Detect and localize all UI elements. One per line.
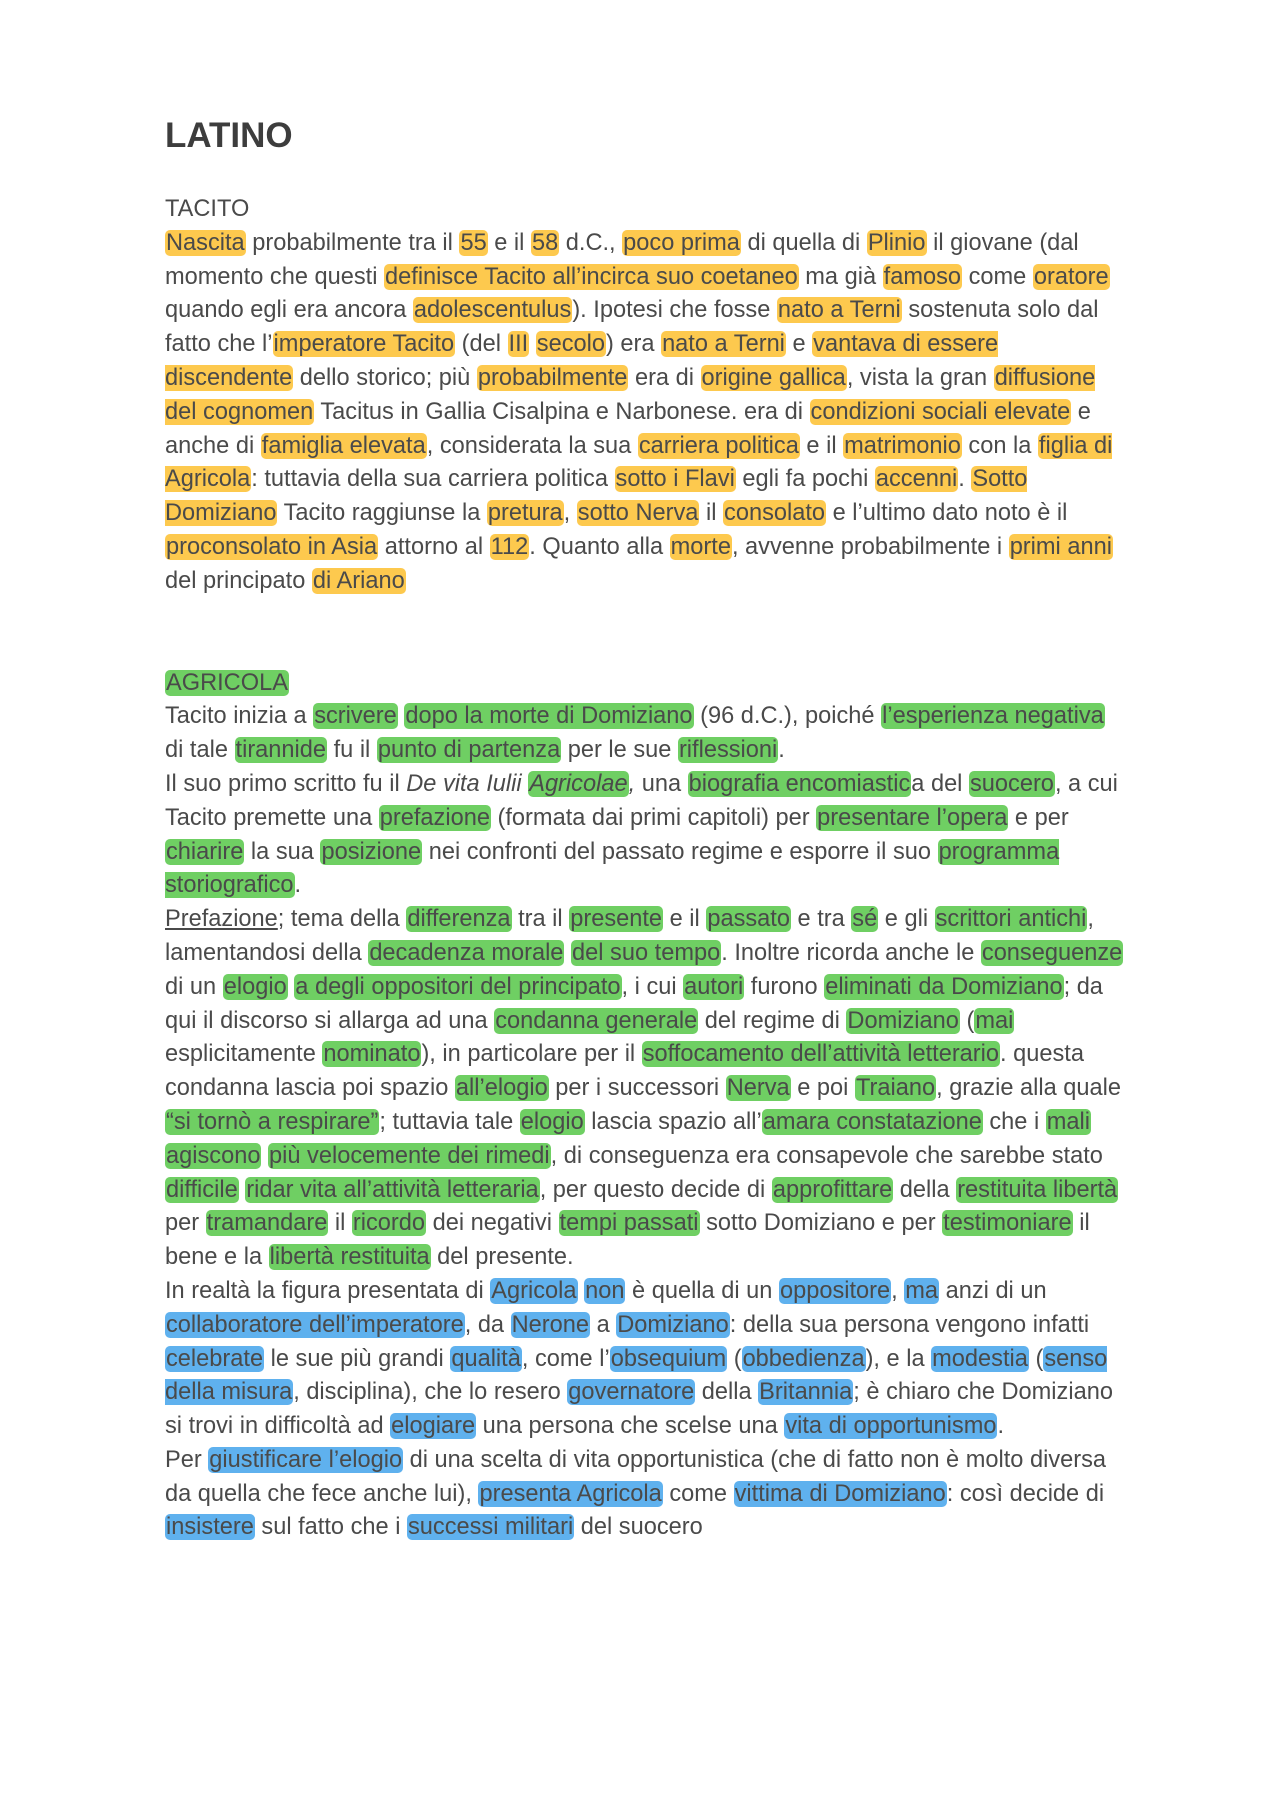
highlighted-text: giustificare l’elogio bbox=[209, 1446, 403, 1473]
agricola-paragraph: Tacito inizia a scrivere dopo la morte di Domiziano (96 d.C.), poiché l’esperienza negativa di tale tirannide fu il punto di partenza per le sue riflessioni. Il suo primo scritto fu il De vita Iulii Agricolae, una biografia encomiastica del suocero, a cui Tacito premette una prefazione (formata dai primi capitoli) per presentare l’opera e per chiarire la sua posizione nei confronti del passato regime e esporre il suo programma storiografico. Prefazione; tema della differenza tra il presente e il passato e tra sé e gli scrittori antichi, lamentandosi della decadenza morale del suo tempo. Inoltre ricorda anche le conseguenze di un elogio a degli oppositori del principato, i cui autori furono eliminati da Domiziano; da qui il discorso si allarga ad una condanna generale del regime di Domiziano (mai esplicitamente nominato), in particolare per il soffocamento dell’attività letterario. questa condanna lascia poi spazio all’elogio per i successori Nerva e poi Traiano, grazie alla quale “si tornò a respirare”; tuttavia tale elogio lascia spazio all’amara constatazione che i mali agiscono più velocemente dei rimedi, di conseguenza era consapevole che sarebbe stato difficile ridar vita all’attività letteraria, per questo decide di approfittare della restituita libertà per tramandare il ricordo dei negativi tempi passati sotto Domiziano e per testimoniare il bene e la libertà restituita del presente. In realtà la figura presentata di Agricola non è quella di un oppositore, ma anzi di un collaboratore dell’imperatore, da Nerone a Domiziano: della sua persona vengono infatti celebrate le sue più grandi qualità, come l’obsequium (obbedienza), e la modestia (senso della misura, disciplina), che lo resero governatore della Britannia; è chiaro che Domiziano si trovi in difficoltà ad elogiare una persona che scelse una vita di opportunismo. Per giustificare l’elogio di una scelta di vita opportunistica (che di fatto non è molto diversa da quella che fece anche lui), presenta Agricola come vittima di Domiziano: così decide di insistere sul fatto che i successi militari del suocero bbox=[165, 703, 1123, 1541]
highlighted-text: differenza bbox=[407, 906, 511, 933]
highlighted-text: autori bbox=[684, 973, 744, 1000]
highlighted-text: pretura bbox=[487, 500, 563, 527]
highlighted-text: approfittare bbox=[772, 1176, 893, 1203]
section-heading-agricola bbox=[165, 667, 1125, 701]
highlighted-text: elogio bbox=[520, 1108, 584, 1135]
highlighted-text: nominato bbox=[323, 1041, 421, 1068]
highlighted-text: Traiano bbox=[855, 1075, 936, 1102]
highlighted-text: mai bbox=[975, 1007, 1014, 1034]
highlighted-text: difficile bbox=[166, 1176, 238, 1203]
highlighted-text: soffocamento dell’attività letterario bbox=[642, 1041, 1000, 1068]
highlighted-text: riflessioni bbox=[678, 737, 778, 764]
highlighted-text: Agricola bbox=[491, 1277, 577, 1304]
highlighted-text: dopo la morte di Domiziano bbox=[405, 703, 693, 730]
highlighted-text: AGRICOLA bbox=[166, 669, 288, 696]
highlighted-text: matrimonio bbox=[844, 432, 961, 459]
highlighted-text: chiarire bbox=[166, 838, 244, 865]
highlighted-text: posizione bbox=[321, 838, 422, 865]
document-title: LATINO bbox=[165, 116, 293, 155]
highlighted-text: presenta Agricola bbox=[479, 1480, 662, 1507]
highlighted-text: Nascita bbox=[166, 229, 245, 256]
highlighted-text: figlia di Agricola bbox=[165, 432, 1113, 493]
highlighted-text: testimoniare bbox=[943, 1210, 1072, 1237]
highlighted-text: ricordo bbox=[352, 1210, 426, 1237]
highlighted-text: vita di opportunismo bbox=[785, 1413, 997, 1440]
highlighted-text: di Ariano bbox=[312, 567, 405, 594]
highlighted-text: morte bbox=[670, 533, 731, 560]
highlighted-text: libertà restituita bbox=[269, 1244, 430, 1271]
highlighted-text: all’elogio bbox=[455, 1075, 548, 1102]
highlighted-text: primi anni bbox=[1009, 533, 1112, 560]
highlighted-text: accenni bbox=[875, 466, 958, 493]
highlighted-text: scrittori antichi bbox=[935, 906, 1087, 933]
highlighted-text: successi militari bbox=[408, 1514, 574, 1541]
highlighted-text: decadenza morale bbox=[369, 939, 564, 966]
highlighted-text: insistere bbox=[166, 1514, 254, 1541]
section-heading-tacito: TACITO bbox=[165, 196, 250, 222]
highlighted-text: probabilmente bbox=[477, 364, 628, 391]
highlighted-text: l’esperienza negativa bbox=[882, 703, 1104, 730]
highlighted-text: oratore bbox=[1033, 263, 1109, 290]
highlighted-text: III bbox=[508, 331, 529, 358]
highlighted-text: vantava di essere discendente bbox=[165, 331, 999, 391]
highlighted-text: condizioni sociali elevate bbox=[810, 398, 1071, 425]
highlighted-text: consolato bbox=[724, 500, 826, 527]
document-page bbox=[165, 112, 1125, 1545]
agricola-section bbox=[165, 667, 1125, 1546]
highlighted-text: vittima di Domiziano bbox=[734, 1480, 946, 1507]
highlighted-text: Agricolae bbox=[529, 770, 628, 797]
highlighted-text: del suo tempo bbox=[572, 939, 721, 966]
highlighted-text: sotto i Flavi bbox=[615, 466, 735, 493]
tacito-paragraph: Nascita probabilmente tra il 55 e il 58 d.C., poco prima di quella di Plinio il giovane (dal momento che questi definisce Tacito all’incirca suo coetaneo ma già famoso come oratore quando egli era ancora adolescentulus). Ipotesi che fosse nato a Terni sostenuta solo dal fatto che l’imperatore Tacito (del III secolo) era nato a Terni e vantava di essere discendente dello storico; più probabilmente era di origine gallica, vista la gran diffusione del cognomen Tacitus in Gallia Cisalpina e Narbonese. era di condizioni sociali elevate e anche di famiglia elevata, considerata la sua carriera politica e il matrimonio con la figlia di Agricola: tuttavia della sua carriera politica sotto i Flavi egli fa pochi accenni. Sotto Domiziano Tacito raggiunse la pretura, sotto Nerva il consolato e l’ultimo dato noto è il proconsolato in Asia attorno al 112. Quanto alla morte, avvenne probabilmente i primi anni del principato di Ariano bbox=[165, 229, 1113, 594]
highlighted-text: nato a Terni bbox=[662, 331, 785, 358]
highlighted-text: Britannia bbox=[759, 1379, 853, 1406]
highlighted-text: elogiare bbox=[391, 1413, 476, 1440]
highlighted-text: carriera politica bbox=[638, 432, 799, 459]
highlighted-text: passato bbox=[707, 906, 790, 933]
highlighted-text: “si tornò a respirare” bbox=[166, 1108, 379, 1135]
highlighted-text: oppositore bbox=[779, 1277, 891, 1304]
highlighted-text: diffusione del cognomen bbox=[165, 364, 1096, 425]
highlighted-text: obsequium bbox=[610, 1345, 727, 1372]
highlighted-text: obbedienza bbox=[742, 1345, 865, 1372]
highlighted-text: poco prima bbox=[623, 229, 740, 256]
highlighted-text: condanna generale bbox=[495, 1007, 698, 1034]
highlighted-text: tempi passati bbox=[559, 1210, 699, 1237]
highlighted-text: tirannide bbox=[235, 737, 327, 764]
highlighted-text: tramandare bbox=[206, 1210, 328, 1237]
highlighted-text: a degli oppositori del principato bbox=[295, 973, 621, 1000]
highlighted-text: origine gallica bbox=[701, 364, 846, 391]
highlighted-text: Sotto Domiziano bbox=[165, 466, 1028, 527]
highlighted-text: famoso bbox=[883, 263, 962, 290]
highlighted-text: suocero bbox=[969, 770, 1054, 797]
highlighted-text: più velocemente dei rimedi bbox=[269, 1142, 550, 1169]
highlighted-text: ridar vita all’attività letteraria bbox=[246, 1176, 539, 1203]
highlighted-text: sotto Nerva bbox=[577, 500, 699, 527]
highlighted-text: Plinio bbox=[867, 229, 926, 256]
highlighted-text: qualità bbox=[451, 1345, 521, 1372]
highlighted-text: Domiziano bbox=[617, 1311, 729, 1338]
highlighted-text: Nerva bbox=[726, 1075, 790, 1102]
highlighted-text: scrivere bbox=[314, 703, 397, 730]
highlighted-text: non bbox=[585, 1277, 625, 1304]
highlighted-text: 55 bbox=[460, 229, 487, 256]
highlighted-text: governatore bbox=[568, 1379, 695, 1406]
highlighted-text: biografia encomiastic bbox=[688, 770, 911, 797]
highlighted-text: ma bbox=[905, 1277, 939, 1304]
highlighted-text: mali bbox=[1046, 1108, 1091, 1135]
highlighted-text: modestia bbox=[932, 1345, 1028, 1372]
highlighted-text: celebrate bbox=[166, 1345, 264, 1372]
highlighted-text: conseguenze bbox=[981, 939, 1123, 966]
highlighted-text: adolescentulus bbox=[413, 297, 572, 324]
highlighted-text: programma storiografico bbox=[165, 838, 1060, 899]
highlighted-text: nato a Terni bbox=[777, 297, 901, 324]
highlighted-text: senso della misura bbox=[165, 1345, 1108, 1406]
highlighted-text: secolo bbox=[536, 331, 605, 358]
highlighted-text: Nerone bbox=[511, 1311, 590, 1338]
highlighted-text: agiscono bbox=[166, 1142, 261, 1169]
highlighted-text: amara constatazione bbox=[762, 1108, 982, 1135]
highlighted-text: sé bbox=[852, 906, 878, 933]
highlighted-text: collaboratore dell’imperatore bbox=[166, 1311, 464, 1338]
highlighted-text: eliminati da Domiziano bbox=[825, 973, 1063, 1000]
highlighted-text: definisce Tacito all’incirca suo coetaneo bbox=[385, 263, 798, 290]
highlighted-text: Domiziano bbox=[847, 1007, 959, 1034]
highlighted-text: imperatore Tacito bbox=[273, 331, 455, 358]
highlighted-text: prefazione bbox=[379, 804, 490, 831]
highlighted-text: elogio bbox=[223, 973, 287, 1000]
highlighted-text: punto di partenza bbox=[377, 737, 561, 764]
highlighted-text: 112 bbox=[490, 533, 529, 560]
highlighted-text: restituita libertà bbox=[957, 1176, 1118, 1203]
highlighted-text: famiglia elevata bbox=[261, 432, 426, 459]
highlighted-text: presentare l’opera bbox=[817, 804, 1008, 831]
highlighted-text: proconsolato in Asia bbox=[166, 533, 378, 560]
highlighted-text: 58 bbox=[531, 229, 559, 256]
highlighted-text: presente bbox=[570, 906, 663, 933]
